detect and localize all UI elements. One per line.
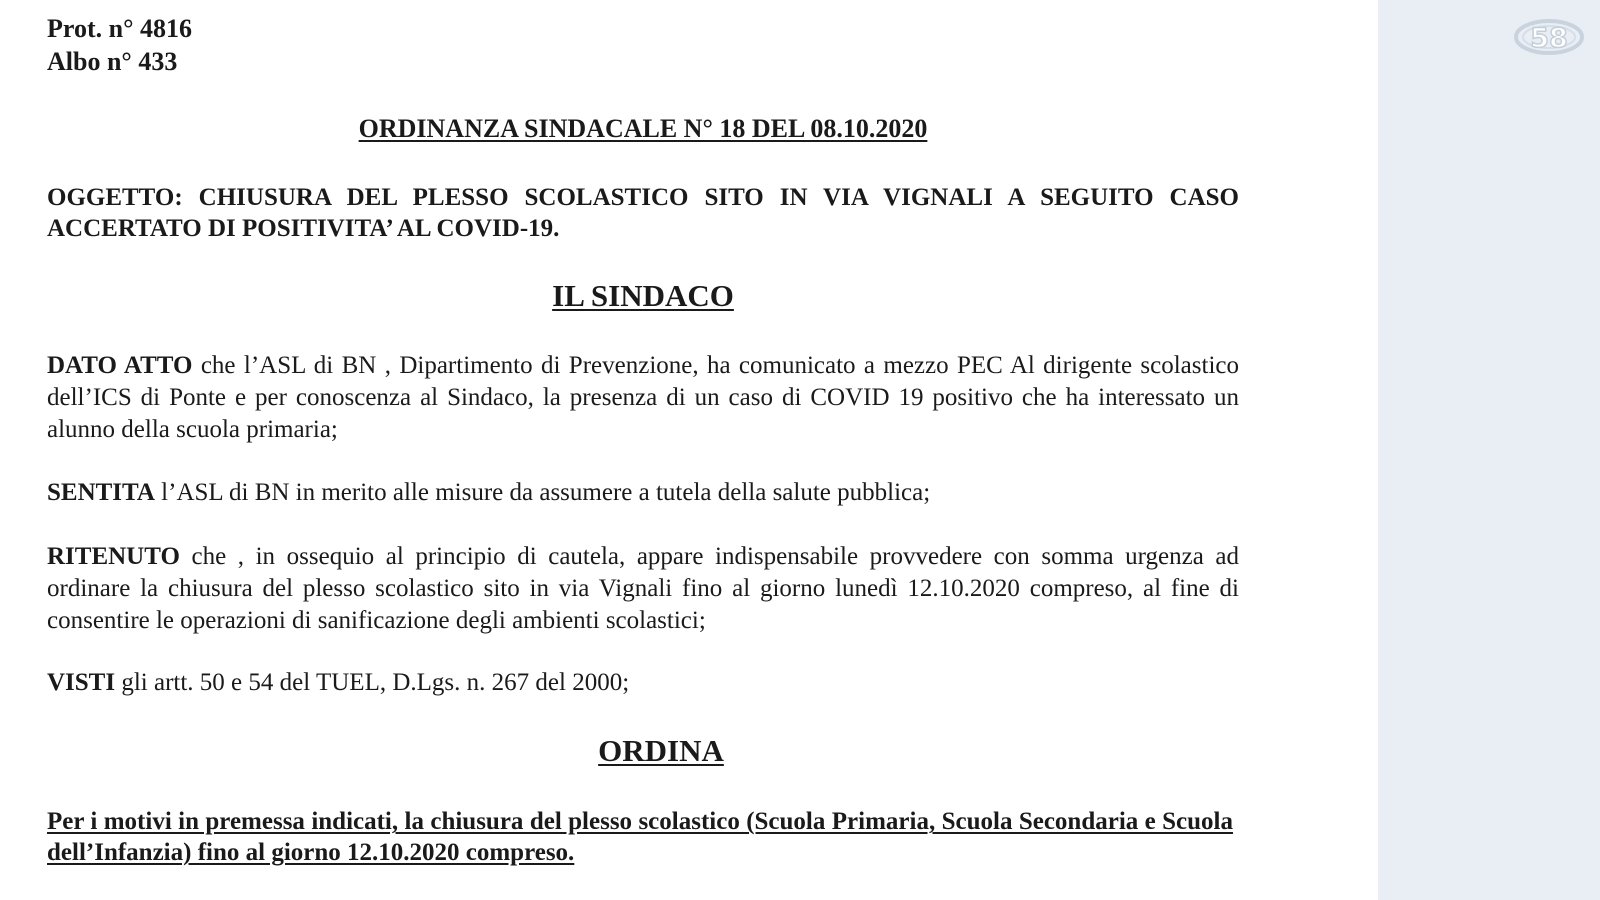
protocol-number: Prot. n° 4816 bbox=[47, 14, 192, 43]
paragraph-text: che , in ossequio al principio di cautela, appare indispensabile provvedere con somma urgenza ad ordinare la chiusura del plesso scolastico sito in via Vignali fino al giorno lunedì 12.10.2020 compreso, al fine di consentire le operazioni di sanificazione degli ambienti scolastici; bbox=[47, 543, 1239, 634]
paragraph-lead: DATO ATTO bbox=[47, 352, 193, 379]
ordina-heading bbox=[47, 733, 1275, 769]
paragraph-sentita bbox=[47, 477, 1239, 509]
paragraph-dato-atto bbox=[47, 350, 1239, 446]
channel-58-logo-icon bbox=[1512, 14, 1586, 60]
paragraph-visti bbox=[47, 667, 1239, 699]
paragraph-lead: RITENUTO bbox=[47, 543, 180, 570]
paragraph-lead: VISTI bbox=[47, 669, 116, 696]
mayor-heading bbox=[47, 278, 1239, 314]
logo-text: 58 bbox=[1530, 23, 1568, 54]
subject-paragraph: OGGETTO: CHIUSURA DEL PLESSO SCOLASTICO SITO IN VIA VIGNALI A SEGUITO CASO ACCERTATO DI POSITIVITA’ AL COVID-19. bbox=[47, 184, 1239, 242]
paragraph-text: gli artt. 50 e 54 del TUEL, D.Lgs. n. 267 del 2000; bbox=[115, 669, 630, 696]
albo-number: Albo n° 433 bbox=[47, 47, 178, 76]
paragraph-lead: SENTITA bbox=[47, 479, 155, 506]
paragraph-text: che l’ASL di BN , Dipartimento di Prevenzione, ha comunicato a mezzo PEC Al dirigente scolastico dell’ICS di Ponte e per conoscenza al Sindaco, la presenza di un caso di COVID 19 positivo che ha interessato un alunno della scuola primaria; bbox=[47, 352, 1239, 443]
ordinance-title-text: ORDINANZA SINDACALE N° 18 DEL 08.10.2020 bbox=[358, 114, 928, 143]
ordina-heading-text: ORDINA bbox=[598, 733, 724, 768]
paragraph-ritenuto bbox=[47, 541, 1239, 637]
ordinance-title bbox=[47, 114, 1239, 144]
order-paragraph: Per i motivi in premessa indicati, la chiusura del plesso scolastico (Scuola Primaria, Scuola Secondaria e Scuola dell’Infanzia) fino al giorno 12.10.2020 compreso. bbox=[47, 808, 1233, 866]
mayor-heading-text: IL SINDACO bbox=[552, 278, 734, 313]
side-panel bbox=[1378, 0, 1600, 900]
paragraph-text: l’ASL di BN in merito alle misure da assumere a tutela della salute pubblica; bbox=[154, 479, 931, 506]
